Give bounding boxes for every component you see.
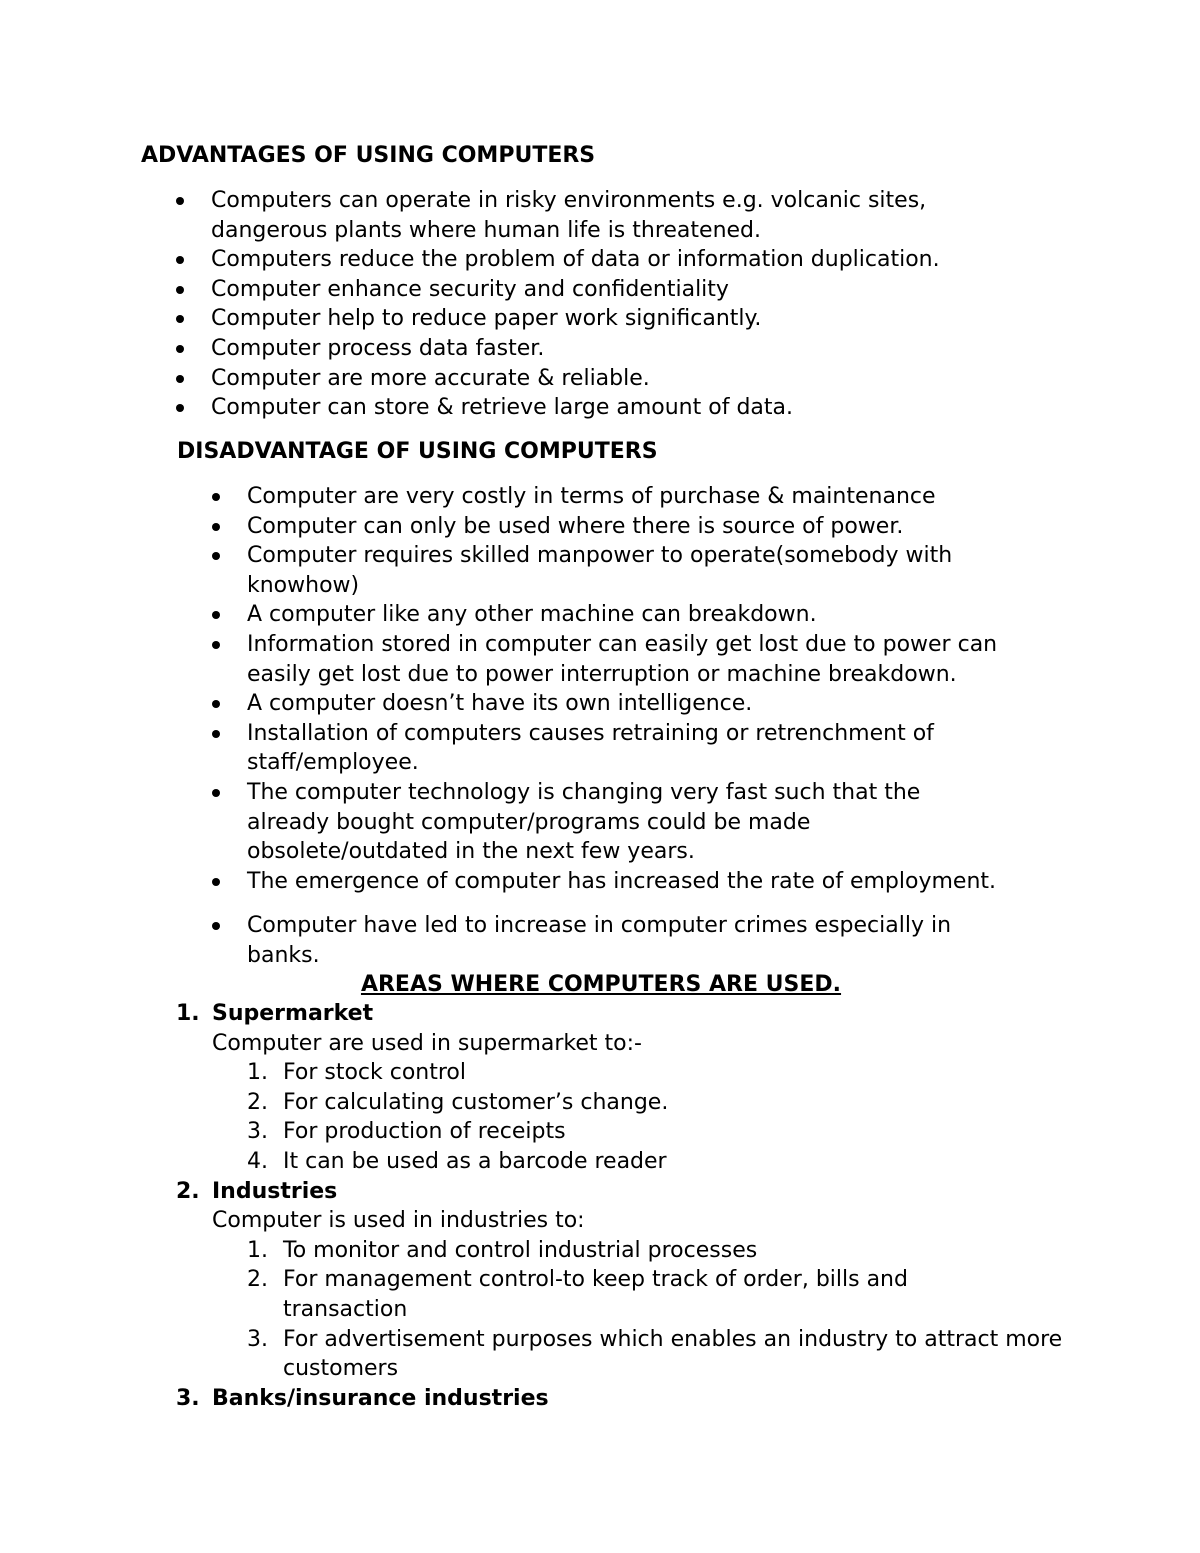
bullet-icon — [212, 493, 220, 501]
areas-heading-text: AREAS WHERE COMPUTERS ARE USED. — [360, 972, 842, 997]
list-item-text: Computer help to reduce paper work significantly. — [211, 306, 762, 332]
area-sublist — [212, 1058, 1072, 1176]
list-item-text: Computers can operate in risky environments e.g. volcanic sites, dangerous plants where human life is threatened. — [211, 188, 927, 243]
disadvantages-list — [247, 482, 1067, 971]
sub-item-number: 2. — [247, 1089, 268, 1115]
list-item — [247, 630, 1067, 689]
list-item-text: Computer are very costly in terms of purchase & maintenance — [247, 484, 936, 509]
list-item-text: A computer like any other machine can breakdown. — [247, 602, 817, 628]
bullet-icon — [176, 286, 184, 294]
sub-item — [247, 1117, 1072, 1147]
area-intro: Computer are used in supermarket to:- — [212, 1030, 642, 1056]
sub-item — [247, 1325, 1063, 1384]
bullet-icon — [176, 256, 184, 264]
list-item — [247, 482, 1067, 512]
sub-item-number: 3. — [247, 1326, 268, 1352]
sub-item-number: 1. — [247, 1237, 268, 1263]
sub-item-text: For advertisement purposes which enables an industry to attract more customers — [283, 1326, 1063, 1382]
list-item-text: Computer are more accurate & reliable. — [211, 365, 650, 391]
sub-item-number: 3. — [247, 1119, 268, 1145]
list-item — [211, 334, 1011, 364]
list-item — [247, 778, 987, 867]
sub-item-text: For production of receipts — [283, 1119, 566, 1145]
bullet-icon — [176, 404, 184, 412]
area-title: Banks/insurance industries — [212, 1385, 549, 1411]
list-item-text: The computer technology is changing very fast such that the already bought computer/programs could be made obsolete/outdated in the next few years. — [247, 779, 921, 865]
list-item-text: Computers reduce the problem of data or information duplication. — [211, 247, 940, 273]
sub-item — [247, 1088, 1072, 1118]
area-number: 1. — [176, 1001, 200, 1026]
area-sublist — [212, 1236, 1072, 1384]
bullet-icon — [212, 523, 220, 531]
list-item-text: A computer doesn’t have its own intelligence. — [247, 691, 753, 717]
list-item-text: Computer process data faster. — [211, 335, 545, 361]
sub-item-number: 4. — [247, 1148, 268, 1174]
sub-item — [247, 1058, 1072, 1088]
bullet-icon — [212, 611, 220, 619]
bullet-icon — [212, 700, 220, 708]
list-item — [211, 304, 1011, 334]
list-item — [247, 689, 1067, 719]
areas-list — [176, 999, 1072, 1413]
bullet-icon — [212, 789, 220, 797]
sub-item-text: For stock control — [283, 1060, 467, 1086]
bullet-icon — [176, 345, 184, 353]
advantages-heading: ADVANTAGES OF USING COMPUTERS — [141, 143, 596, 168]
sub-item — [247, 1265, 983, 1324]
list-item — [211, 364, 1011, 394]
area-item — [176, 1384, 1072, 1414]
sub-item-text: For calculating customer’s change. — [283, 1089, 669, 1115]
bullet-icon — [212, 552, 220, 560]
sub-item-text: To monitor and control industrial processes — [283, 1237, 758, 1263]
list-item — [247, 541, 1007, 600]
area-number: 2. — [176, 1178, 200, 1204]
area-intro: Computer is used in industries to: — [212, 1208, 585, 1234]
list-item-text: Computer can only be used where there is source of power. — [247, 513, 904, 539]
bullet-icon — [212, 730, 220, 738]
sub-item-text: It can be used as a barcode reader — [283, 1148, 667, 1174]
area-title: Industries — [212, 1178, 338, 1204]
bullet-icon — [212, 878, 220, 886]
list-item-text: Computer have led to increase in computer crimes especially in banks. — [247, 913, 952, 968]
bullet-icon — [176, 375, 184, 383]
area-title: Supermarket — [212, 1001, 374, 1026]
list-item-text: Computer requires skilled manpower to operate(somebody with knowhow) — [247, 543, 953, 598]
sub-item-text: For management control-to keep track of order, bills and transaction — [283, 1267, 908, 1322]
list-item — [247, 512, 1067, 542]
sub-item — [247, 1147, 1072, 1177]
bullet-icon — [176, 315, 184, 323]
list-item — [247, 911, 1017, 970]
area-item — [176, 1177, 1072, 1384]
list-item-text: Information stored in computer can easily get lost due to power can easily get lost due to power interruption or machine breakdown. — [247, 631, 998, 687]
areas-heading — [0, 970, 1200, 1000]
list-item — [247, 719, 997, 778]
list-item-text: Installation of computers causes retraining or retrenchment of staff/employee. — [247, 720, 934, 776]
bullet-icon — [212, 922, 220, 930]
list-item — [247, 600, 1067, 630]
sub-item-number: 2. — [247, 1267, 268, 1293]
list-item-text: The emergence of computer has increased the rate of employment. — [247, 868, 997, 894]
list-item-text: Computer can store & retrieve large amount of data. — [211, 395, 793, 421]
sub-item-number: 1. — [247, 1060, 268, 1086]
list-item — [211, 245, 1011, 275]
bullet-icon — [212, 641, 220, 649]
list-item-text: Computer enhance security and confidentiality — [211, 276, 729, 302]
disadvantages-heading: DISADVANTAGE OF USING COMPUTERS — [177, 439, 658, 464]
list-item — [211, 393, 1011, 423]
area-number: 3. — [176, 1385, 200, 1411]
list-item — [247, 867, 1067, 897]
list-item — [211, 186, 1011, 245]
bullet-icon — [176, 197, 184, 205]
area-item — [176, 999, 1072, 1177]
list-item — [211, 275, 1011, 305]
sub-item — [247, 1236, 1072, 1266]
advantages-list — [211, 186, 1011, 423]
